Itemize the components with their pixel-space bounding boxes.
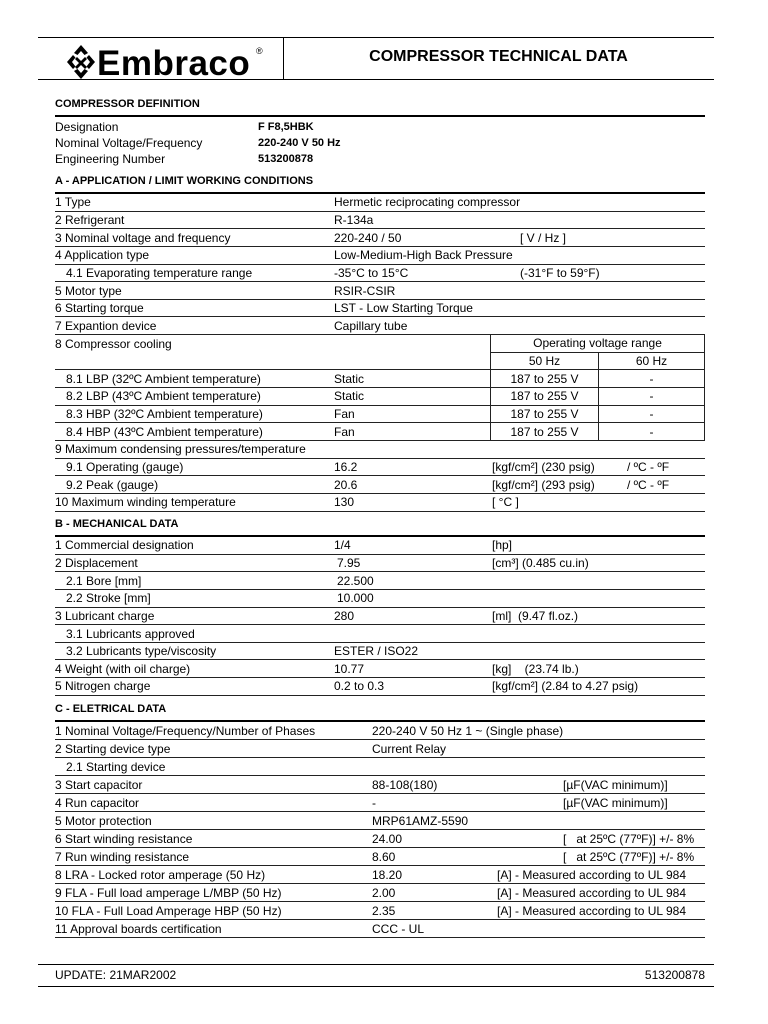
cooling-column-header: 60 Hz <box>598 353 705 370</box>
spec-value: 1/4 <box>334 538 351 553</box>
spec-row <box>55 537 705 555</box>
voltage-50hz: 187 to 255 V <box>490 406 598 423</box>
spec-label: 5 Motor type <box>55 283 122 298</box>
spec-label: 5 Motor protection <box>55 813 152 828</box>
spec-unit: [A] - Measured according to UL 984 <box>497 885 686 900</box>
electrical-heading: C - ELETRICAL DATA <box>55 703 167 715</box>
mechanical-heading: B - MECHANICAL DATA <box>55 518 179 530</box>
spec-row <box>55 920 705 938</box>
spec-unit: [A] - Measured according to UL 984 <box>497 903 686 918</box>
spec-label: 4 Run capacitor <box>55 795 140 810</box>
spec-row <box>55 722 705 740</box>
spec-label: 8.3 HBP (32ºC Ambient temperature) <box>66 407 263 421</box>
cooling-row <box>55 423 705 441</box>
spec-value: -35°C to 15°C <box>334 265 409 280</box>
spec-unit: [cm³] (0.485 cu.in) <box>492 555 589 570</box>
spec-value: CCC - UL <box>372 921 425 936</box>
spec-label: 2.1 Bore [mm] <box>66 573 142 588</box>
spec-value: MRP61AMZ-5590 <box>372 813 469 828</box>
cooling-type: Fan <box>334 424 355 439</box>
mechanical-table <box>55 537 705 696</box>
spec-row <box>55 776 705 794</box>
header-top-rule <box>38 37 714 38</box>
spec-value: Current Relay <box>372 741 447 756</box>
spec-row <box>55 441 705 459</box>
spec-label: 5 Nitrogen charge <box>55 679 151 694</box>
footer-engineering-number: 513200878 <box>644 968 705 982</box>
document-title: COMPRESSOR TECHNICAL DATA <box>369 48 628 65</box>
spec-row <box>55 848 705 866</box>
spec-row <box>55 476 705 494</box>
spec-row <box>55 884 705 902</box>
voltage-60hz: - <box>598 370 705 387</box>
spec-label: 1 Nominal Voltage/Frequency/Number of Phases <box>55 723 316 738</box>
spec-label: 10 FLA - Full Load Amperage HBP (50 Hz) <box>55 903 282 918</box>
spec-value: 20.6 <box>334 477 358 492</box>
definition-rule <box>55 115 705 117</box>
spec-row <box>55 229 705 247</box>
spec-value: 18.20 <box>372 867 403 882</box>
spec-label: 7 Run winding resistance <box>55 849 190 864</box>
spec-value: 7.95 <box>337 555 361 570</box>
spec-value: 8.60 <box>372 849 396 864</box>
spec-temperature-unit: / ºC - ºF <box>627 477 670 492</box>
definition-value: 220-240 V 50 Hz <box>258 137 341 149</box>
spec-label: 4 Application type <box>55 248 150 263</box>
spec-label: 2.2 Stroke [mm] <box>66 591 151 606</box>
registered-mark: ® <box>256 46 263 56</box>
cooling-type: Static <box>334 389 365 404</box>
spec-value: 10.77 <box>334 661 365 676</box>
spec-label: 3.2 Lubricants type/viscosity <box>66 644 217 659</box>
spec-row <box>55 812 705 830</box>
voltage-50hz: 187 to 255 V <box>490 388 598 405</box>
spec-unit: [ °C ] <box>492 495 519 510</box>
application-heading: A - APPLICATION / LIMIT WORKING CONDITIONS <box>55 175 314 187</box>
spec-row <box>55 555 705 573</box>
voltage-60hz: - <box>598 423 705 440</box>
voltage-60hz: - <box>598 406 705 423</box>
definition-label: Designation <box>55 120 119 134</box>
spec-row <box>55 317 705 335</box>
spec-value: 22.500 <box>337 573 374 588</box>
spec-row <box>55 459 705 477</box>
spec-value: Capillary tube <box>334 318 408 333</box>
voltage-50hz: 187 to 255 V <box>490 370 598 387</box>
spec-value: 88-108(180) <box>372 777 438 792</box>
spec-row <box>55 282 705 300</box>
spec-temperature-unit: / ºC - ºF <box>627 459 670 474</box>
spec-label: 9 Maximum condensing pressures/temperature <box>55 442 306 457</box>
spec-value: RSIR-CSIR <box>334 283 396 298</box>
spec-row <box>55 335 705 353</box>
spec-value: 10.000 <box>337 591 374 606</box>
spec-row <box>55 625 705 643</box>
spec-value: 2.00 <box>372 885 396 900</box>
spec-value: LST - Low Starting Torque <box>334 301 473 316</box>
spec-row <box>55 300 705 318</box>
spec-unit: [ at 25ºC (77ºF)] +/- 8% <box>563 849 695 864</box>
spec-row <box>55 830 705 848</box>
spec-label: 9.1 Operating (gauge) <box>66 459 184 474</box>
cooling-subheader-row <box>55 353 705 371</box>
spec-row <box>55 794 705 812</box>
cooling-type: Fan <box>334 407 355 421</box>
spec-unit: (-31°F to 59°F) <box>520 265 600 280</box>
spec-label: 4 Weight (with oil charge) <box>55 661 191 676</box>
spec-unit: [kg] (23.74 lb.) <box>492 661 579 676</box>
spec-label: 9.2 Peak (gauge) <box>66 477 159 492</box>
spec-unit: [ml] (9.47 fl.oz.) <box>492 608 579 623</box>
cooling-table-header: Operating voltage range <box>490 335 705 353</box>
voltage-50hz: 187 to 255 V <box>490 423 598 440</box>
spec-label: 7 Expantion device <box>55 318 157 333</box>
spec-row <box>55 590 705 608</box>
spec-row <box>55 572 705 590</box>
spec-value: 280 <box>334 608 355 623</box>
spec-unit: [A] - Measured according to UL 984 <box>497 867 686 882</box>
spec-row <box>55 678 705 696</box>
spec-label: 3 Lubricant charge <box>55 608 155 623</box>
spec-label: 1 Type <box>55 195 91 210</box>
spec-row <box>55 758 705 776</box>
spec-value: Low-Medium-High Back Pressure <box>334 248 513 263</box>
spec-row <box>55 740 705 758</box>
spec-value: ESTER / ISO22 <box>334 644 419 659</box>
spec-row <box>55 866 705 884</box>
definition-value: F F8,5HBK <box>258 121 314 133</box>
spec-row <box>55 265 705 283</box>
spec-label: 2 Displacement <box>55 555 138 570</box>
spec-label: 8.4 HBP (43ºC Ambient temperature) <box>66 424 263 439</box>
cooling-row <box>55 370 705 388</box>
spec-label: 6 Starting torque <box>55 301 144 316</box>
spec-label: 6 Start winding resistance <box>55 831 193 846</box>
spec-label: 3.1 Lubricants approved <box>66 626 195 641</box>
definition-label: Nominal Voltage/Frequency <box>55 136 203 150</box>
spec-value: R-134a <box>334 212 374 227</box>
spec-unit: [kgf/cm²] (2.84 to 4.27 psig) <box>492 679 639 694</box>
spec-value: 0.2 to 0.3 <box>334 679 385 694</box>
spec-label: 8.1 LBP (32ºC Ambient temperature) <box>66 371 261 386</box>
spec-label: 8.2 LBP (43ºC Ambient temperature) <box>66 389 261 404</box>
spec-value: Hermetic reciprocating compressor <box>334 195 521 210</box>
spec-label: 2 Starting device type <box>55 741 171 756</box>
spec-value: 24.00 <box>372 831 403 846</box>
spec-row <box>55 247 705 265</box>
spec-row <box>55 212 705 230</box>
spec-unit: [hp] <box>492 538 513 553</box>
spec-value: - <box>372 795 376 810</box>
spec-label: 3 Nominal voltage and frequency <box>55 230 231 245</box>
cooling-type: Static <box>334 371 365 386</box>
update-date: UPDATE: 21MAR2002 <box>55 968 177 982</box>
spec-row <box>55 660 705 678</box>
footer-top-rule <box>38 964 714 965</box>
spec-label: 2 Refrigerant <box>55 212 125 227</box>
spec-row <box>55 902 705 920</box>
spec-unit: [ V / Hz ] <box>520 230 567 245</box>
spec-label: 2.1 Starting device <box>66 759 166 774</box>
spec-label: 3 Start capacitor <box>55 777 143 792</box>
spec-label: 8 LRA - Locked rotor amperage (50 Hz) <box>55 867 266 882</box>
spec-label: 10 Maximum winding temperature <box>55 495 236 510</box>
voltage-60hz: - <box>598 388 705 405</box>
cooling-row <box>55 388 705 406</box>
spec-value: 130 <box>334 495 355 510</box>
spec-value: 220-240 / 50 <box>334 230 402 245</box>
footer-bottom-rule <box>38 986 714 987</box>
spec-unit: [kgf/cm²] (230 psig) <box>492 459 595 474</box>
spec-label: 11 Approval boards certification <box>55 921 222 936</box>
application-table <box>55 194 705 512</box>
electrical-table <box>55 722 705 938</box>
spec-row <box>55 194 705 212</box>
spec-unit: [kgf/cm²] (293 psig) <box>492 477 595 492</box>
spec-unit: [µF(VAC minimum)] <box>563 795 668 810</box>
definition-heading: COMPRESSOR DEFINITION <box>55 98 200 110</box>
definition-value: 513200878 <box>258 153 314 165</box>
cooling-row <box>55 406 705 424</box>
spec-unit: [µF(VAC minimum)] <box>563 777 668 792</box>
spec-label: 4.1 Evaporating temperature range <box>66 265 253 280</box>
spec-label: 1 Commercial designation <box>55 538 194 553</box>
definition-label: Engineering Number <box>55 152 166 166</box>
spec-value: 2.35 <box>372 903 396 918</box>
spec-unit: [ at 25ºC (77ºF)] +/- 8% <box>563 831 695 846</box>
embraco-logo-icon <box>66 44 96 80</box>
spec-label: 8 Compressor cooling <box>55 336 172 351</box>
cooling-column-header: 50 Hz <box>490 353 598 370</box>
spec-row <box>55 494 705 512</box>
spec-value: 220-240 V 50 Hz 1 ~ (Single phase) <box>372 723 564 738</box>
spec-value: 16.2 <box>334 459 358 474</box>
brand-logo-text: Embraco <box>97 44 251 83</box>
spec-row <box>55 608 705 626</box>
spec-row <box>55 643 705 661</box>
spec-label: 9 FLA - Full load amperage L/MBP (50 Hz) <box>55 885 282 900</box>
